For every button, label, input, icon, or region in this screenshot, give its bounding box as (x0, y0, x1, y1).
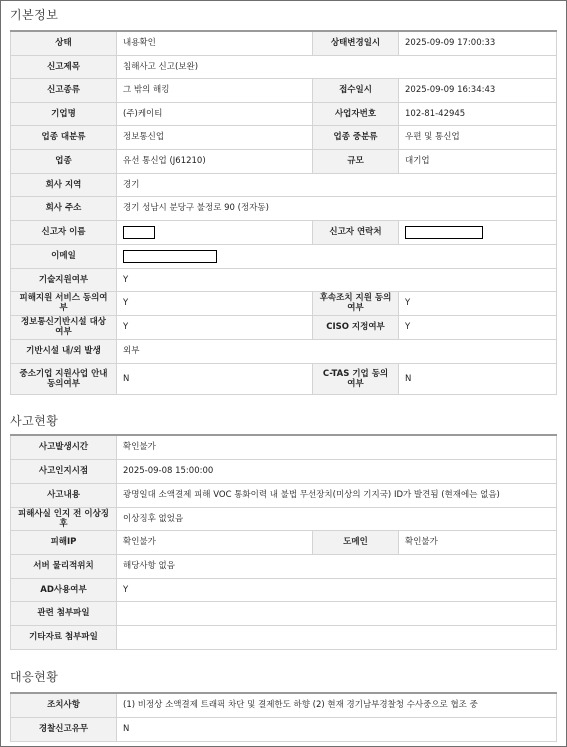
reporter-name-label: 신고자 이름 (11, 220, 117, 244)
followup-support-value: Y (399, 291, 557, 315)
email-value (117, 244, 557, 268)
response-table (10, 692, 557, 742)
police-label: 경찰신고유무 (11, 717, 117, 741)
action-value: (1) 비정상 소액결제 트래픽 차단 및 결제한도 하향 (2) 현재 경기남부경찰청 수사중으로 협조 중 (117, 693, 557, 717)
reporter-contact-value (399, 220, 557, 244)
anomaly-value: 이상징후 없었음 (117, 507, 557, 530)
server-location-label: 서버 물리적위치 (11, 554, 117, 578)
scale-label: 규모 (313, 149, 399, 173)
table-row (11, 102, 557, 125)
occurred-value: 확인불가 (117, 435, 557, 459)
report-type-label: 신고종류 (11, 78, 117, 102)
table-row (11, 483, 557, 507)
sme-support-label: 중소기업 지원사업 안내 동의여부 (11, 363, 117, 394)
industry-label: 업종 (11, 149, 117, 173)
redacted-box (123, 226, 155, 239)
ciso-label: CISO 지정여부 (313, 315, 399, 339)
table-row (11, 554, 557, 578)
table-row (11, 315, 557, 339)
sme-support-value: N (117, 363, 313, 394)
email-label: 이메일 (11, 244, 117, 268)
content-value: 광명일대 소액결제 피해 VOC 통화이력 내 불법 무선장치(미상의 기지국) ID가 발견됨 (현재에는 없음) (117, 483, 557, 507)
biz-no-label: 사업자번호 (313, 102, 399, 125)
infra-target-label: 정보통신기반시설 대상여부 (11, 315, 117, 339)
table-row (11, 530, 557, 554)
attachment-value (117, 601, 557, 625)
status-value: 내용확인 (117, 31, 313, 55)
received-value: 2025-09-09 16:34:43 (399, 78, 557, 102)
victim-service-label: 피해지원 서비스 동의여부 (11, 291, 117, 315)
action-label: 조치사항 (11, 693, 117, 717)
police-value: N (117, 717, 557, 741)
status-changed-value: 2025-09-09 17:00:33 (399, 31, 557, 55)
reporter-name-value (117, 220, 313, 244)
industry-value: 유선 통신업 (J61210) (117, 149, 313, 173)
region-value: 경기 (117, 173, 557, 196)
address-value: 경기 성남시 분당구 불정로 90 (정자동) (117, 196, 557, 220)
status-label: 상태 (11, 31, 117, 55)
table-row (11, 78, 557, 102)
tech-support-label: 기술지원여부 (11, 268, 117, 291)
other-attachment-label: 기타자료 첨부파일 (11, 625, 117, 649)
ad-use-value: Y (117, 578, 557, 601)
recognized-value: 2025-09-08 15:00:00 (117, 459, 557, 483)
infra-inout-label: 기반시설 내/외 발생 (11, 339, 117, 363)
report-title-value: 침해사고 신고(보완) (117, 55, 557, 78)
ctas-label: C-TAS 기업 동의여부 (313, 363, 399, 394)
table-row (11, 149, 557, 173)
victim-ip-value: 확인불가 (117, 530, 313, 554)
scale-value: 대기업 (399, 149, 557, 173)
followup-support-label: 후속조치 지원 동의여부 (313, 291, 399, 315)
industry-mid-value: 우편 및 통신업 (399, 125, 557, 149)
ad-use-label: AD사용여부 (11, 578, 117, 601)
company-label: 기업명 (11, 102, 117, 125)
incident-table (10, 434, 557, 650)
redacted-box (123, 250, 217, 263)
table-row (11, 55, 557, 78)
table-row (11, 196, 557, 220)
table-row (11, 625, 557, 649)
table-row (11, 268, 557, 291)
table-row (11, 363, 557, 394)
received-label: 접수일시 (313, 78, 399, 102)
redacted-box (405, 226, 483, 239)
company-value: (주)케이티 (117, 102, 313, 125)
infra-target-value: Y (117, 315, 313, 339)
anomaly-label: 피해사실 인지 전 이상징후 (11, 507, 117, 530)
industry-mid-label: 업종 중분류 (313, 125, 399, 149)
report-type-value: 그 밖의 해킹 (117, 78, 313, 102)
table-row (11, 693, 557, 717)
section-title-basic-info: 기본정보 (10, 8, 59, 22)
content-label: 사고내용 (11, 483, 117, 507)
ctas-value: N (399, 363, 557, 394)
section-title-response: 대응현황 (10, 670, 59, 684)
table-row (11, 459, 557, 483)
victim-ip-label: 피해IP (11, 530, 117, 554)
table-row (11, 717, 557, 741)
industry-major-label: 업종 대분류 (11, 125, 117, 149)
table-row (11, 291, 557, 315)
table-row (11, 125, 557, 149)
server-location-value: 해당사항 없음 (117, 554, 557, 578)
table-row (11, 173, 557, 196)
basic-info-table (10, 30, 557, 395)
status-changed-label: 상태변경일시 (313, 31, 399, 55)
occurred-label: 사고발생시간 (11, 435, 117, 459)
table-row (11, 507, 557, 530)
other-attachment-value (117, 625, 557, 649)
tech-support-value: Y (117, 268, 557, 291)
ciso-value: Y (399, 315, 557, 339)
table-row (11, 601, 557, 625)
victim-service-value: Y (117, 291, 313, 315)
address-label: 회사 주소 (11, 196, 117, 220)
table-row (11, 435, 557, 459)
table-row (11, 31, 557, 55)
domain-label: 도메인 (313, 530, 399, 554)
biz-no-value: 102-81-42945 (399, 102, 557, 125)
table-row (11, 339, 557, 363)
recognized-label: 사고인지시점 (11, 459, 117, 483)
reporter-contact-label: 신고자 연락처 (313, 220, 399, 244)
report-title-label: 신고제목 (11, 55, 117, 78)
section-title-incident: 사고현황 (10, 414, 59, 428)
table-row (11, 244, 557, 268)
attachment-label: 관련 첨부파일 (11, 601, 117, 625)
industry-major-value: 정보통신업 (117, 125, 313, 149)
infra-inout-value: 외부 (117, 339, 557, 363)
domain-value: 확인불가 (399, 530, 557, 554)
table-row (11, 578, 557, 601)
table-row (11, 220, 557, 244)
region-label: 회사 지역 (11, 173, 117, 196)
